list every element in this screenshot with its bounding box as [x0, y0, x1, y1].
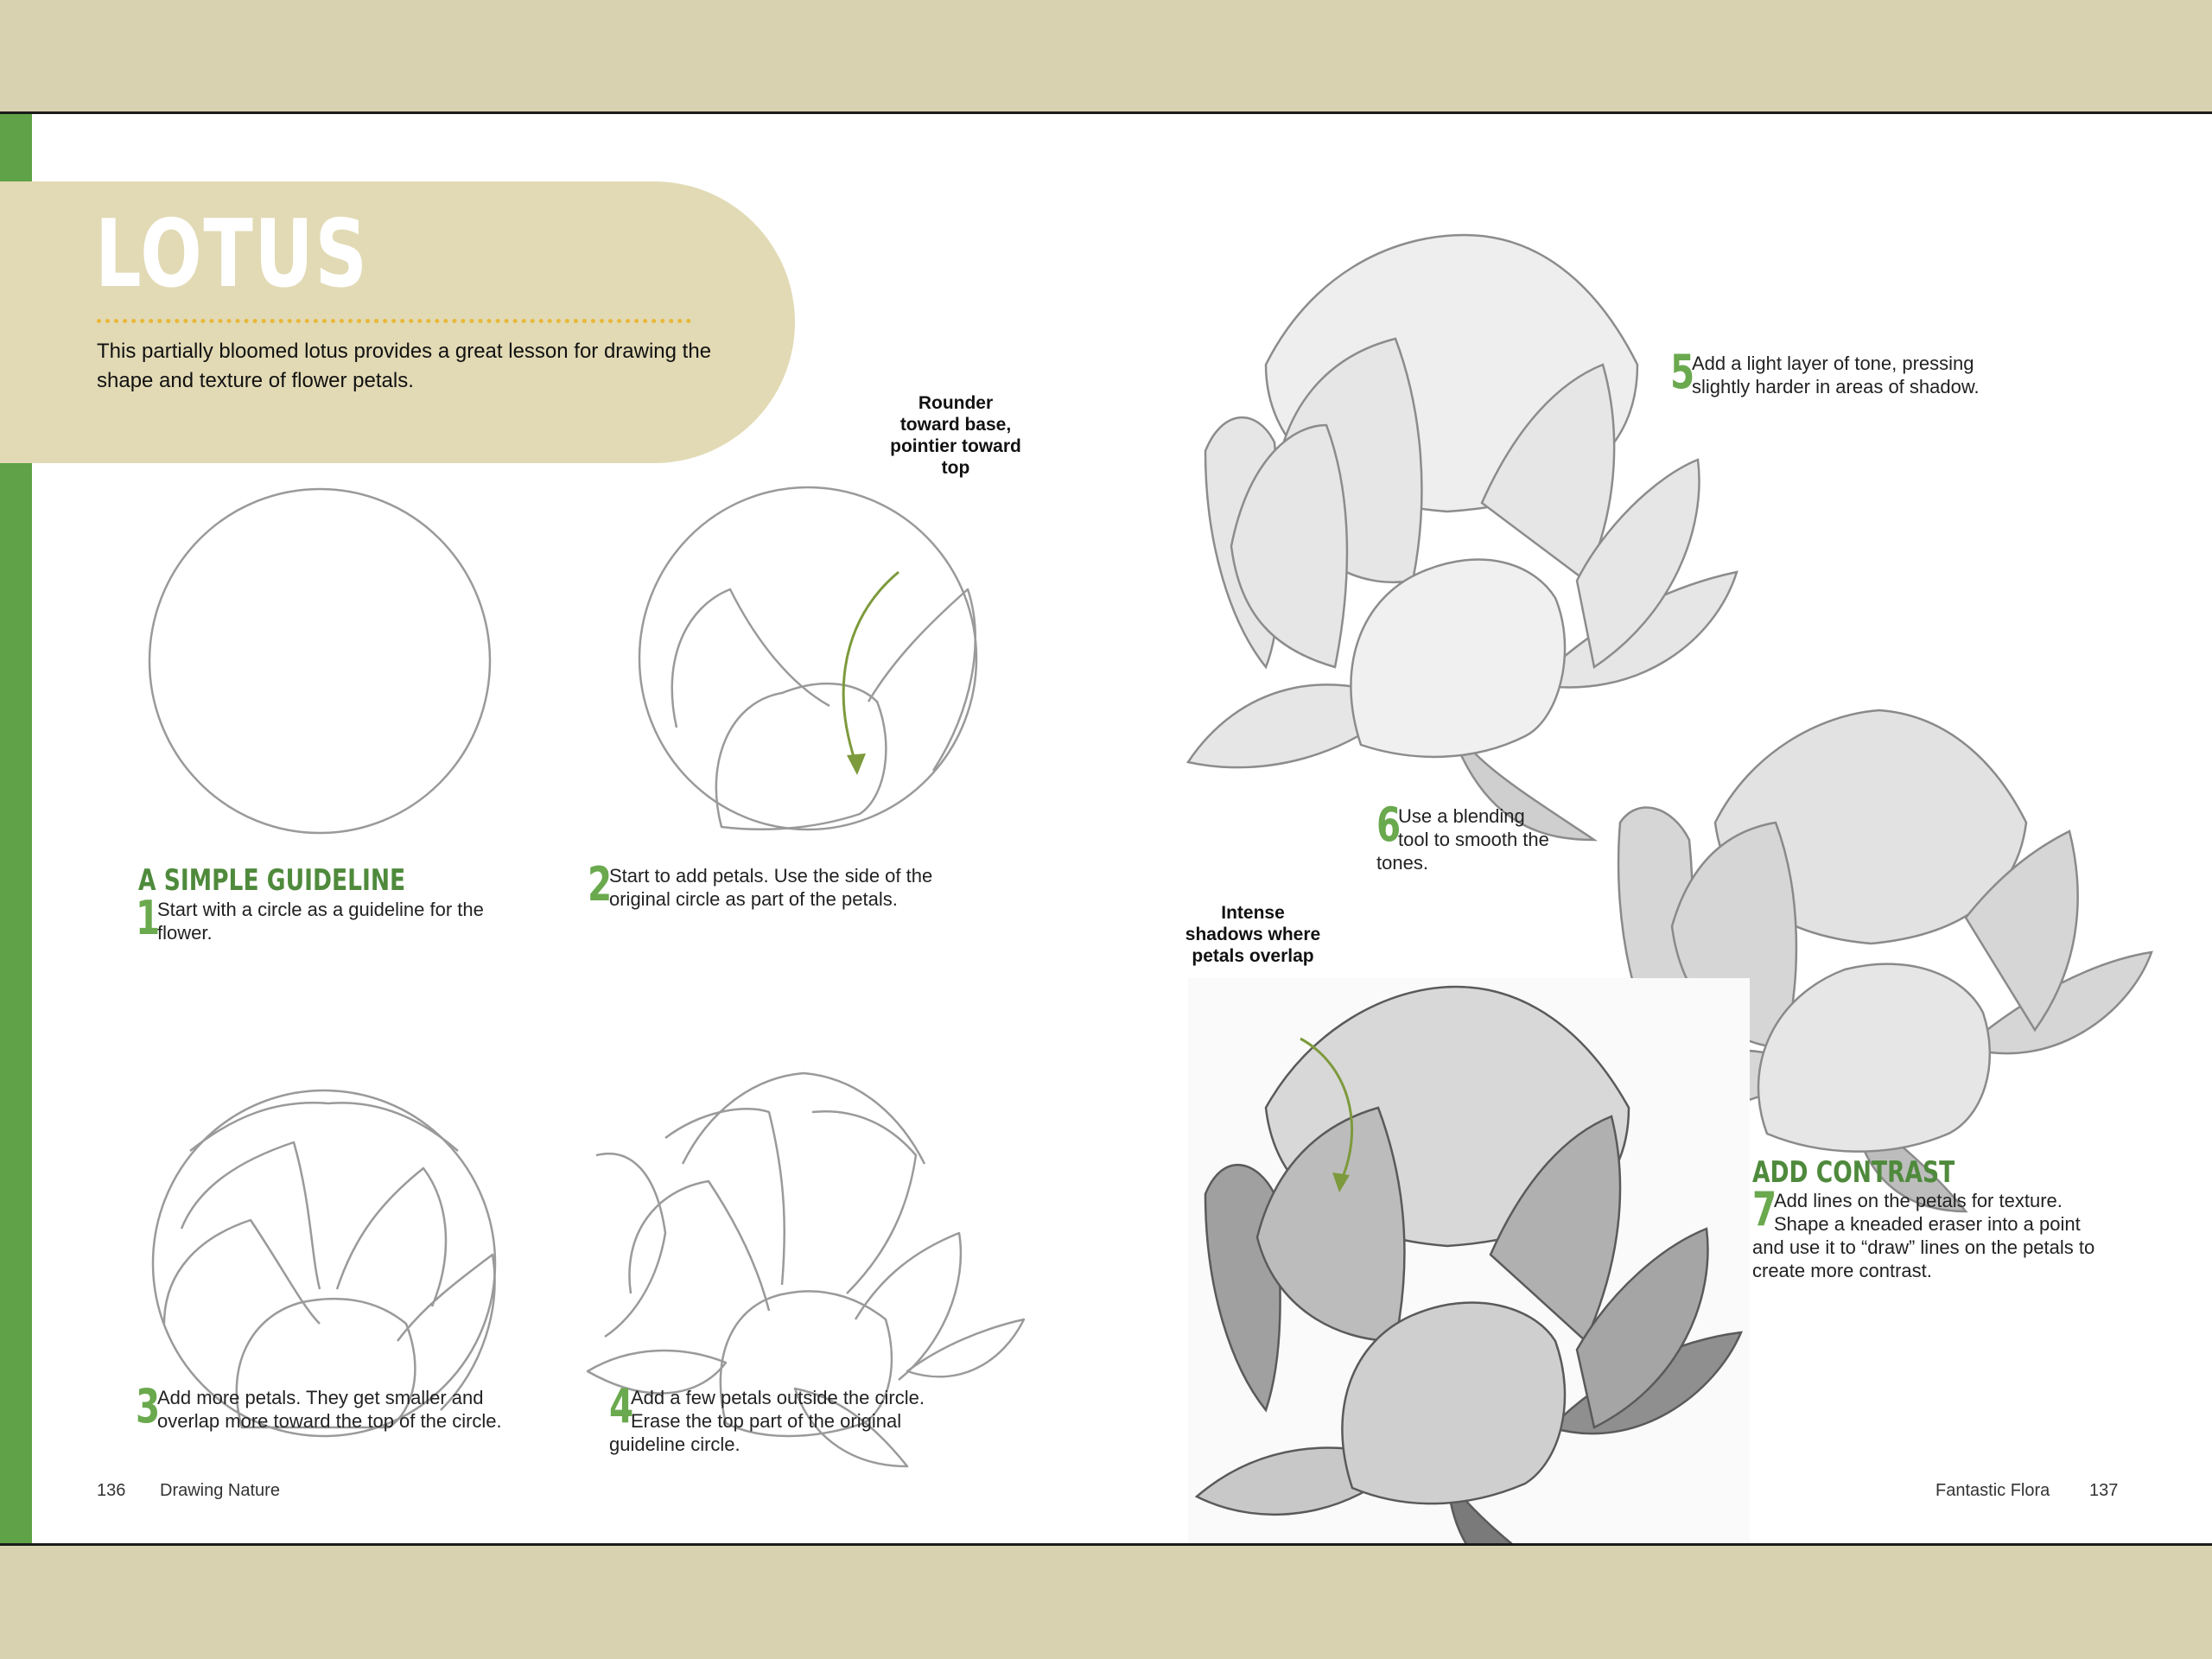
- title-divider: [97, 319, 691, 323]
- book-spread: [0, 111, 2212, 1546]
- step-6-number: 6: [1376, 798, 1402, 852]
- step-1-sketch: [138, 486, 501, 849]
- step-6-text: Use a blending tool to smooth the tones.: [1376, 805, 1549, 874]
- step-7-text: Add lines on the petals for texture. Shape a kneaded eraser into a point and use it to “draw” lines on the petals to create more contrast.: [1752, 1190, 2095, 1281]
- step-7-heading: ADD CONTRAST: [1752, 1155, 1955, 1190]
- callout-shadows: Intense shadows where petals overlap: [1185, 903, 1321, 966]
- step-4-caption: [609, 1379, 955, 1456]
- step-4-text: Add a few petals outside the circle. Erase the top part of the original guideline circle.: [609, 1387, 925, 1455]
- step-5-number: 5: [1670, 345, 1695, 399]
- step-7-caption: [1752, 1182, 2115, 1282]
- right-section-title: Fantastic Flora: [1936, 1481, 2050, 1500]
- page-title: LOTUS: [95, 200, 369, 308]
- right-page-number: 137: [2089, 1481, 2119, 1500]
- step-2-caption: [588, 857, 968, 912]
- step-7-number: 7: [1752, 1182, 1777, 1236]
- shadows-callout-arrow: [1296, 1030, 1374, 1194]
- left-section-title: Drawing Nature: [160, 1481, 280, 1500]
- step-2-text: Start to add petals. Use the side of the original circle as part of the petals.: [609, 865, 933, 910]
- step-2-number: 2: [588, 857, 613, 912]
- rounder-callout-arrow: [821, 563, 907, 779]
- step-5-text: Add a light layer of tone, pressing slightly harder in areas of shadow.: [1692, 353, 1980, 397]
- step-5-caption: [1670, 345, 2033, 399]
- left-page-number: 136: [97, 1481, 126, 1500]
- step-1-heading: A SIMPLE GUIDELINE: [138, 863, 406, 898]
- step-2-sketch: [635, 486, 998, 849]
- step-4-number: 4: [609, 1379, 634, 1433]
- step-1-number: 1: [136, 891, 161, 945]
- step-7-lotus-drawing: [1188, 978, 1750, 1546]
- intro-text: This partially bloomed lotus provides a great lesson for drawing the shape and texture of flower petals.: [97, 340, 712, 392]
- step-3-caption: [136, 1379, 516, 1433]
- step-3-text: Add more petals. They get smaller and overlap more toward the top of the circle.: [157, 1387, 502, 1432]
- step-1-text: Start with a circle as a guideline for the flower.: [157, 899, 484, 944]
- callout-rounder: Rounder toward base, pointier toward top: [890, 393, 1021, 478]
- step-6-caption: [1376, 798, 1549, 874]
- step-1-caption: [136, 891, 516, 945]
- step-3-number: 3: [136, 1379, 161, 1433]
